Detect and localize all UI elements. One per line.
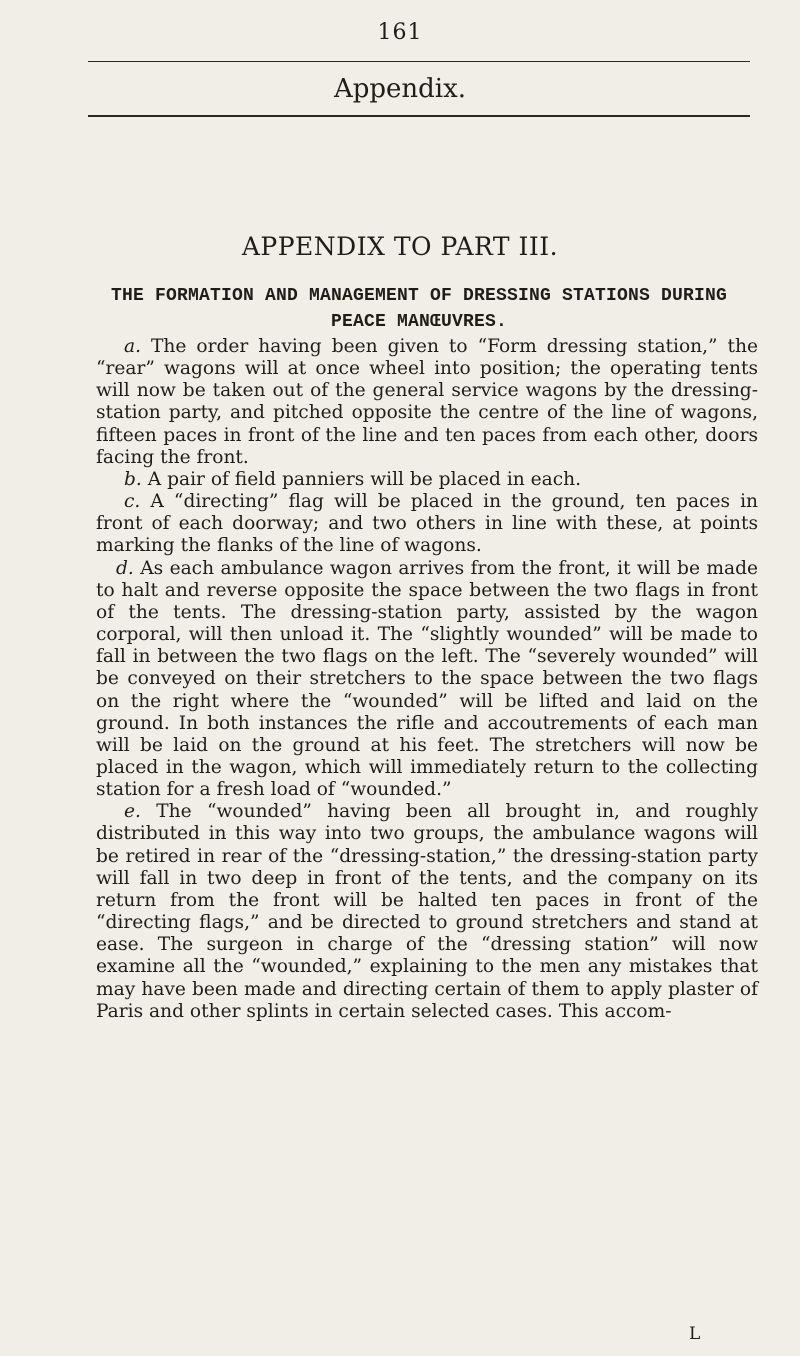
paragraph-text: The “wounded” having been all brought in, and roughly distributed in this way into two groups, the ambulance wagons will be retired in rear of the “dressing-station,” the dressing-station party will fall in two deep in front of the tents, and the company on its return from the front will be halted ten paces in front of the “directing flags,” and be directed to ground stretchers and stand at ease. The surgeon in charge of the “dressing station” will now examine all the “wounded,” explaining to the men any mistakes that may have been made and directing certain of them to apply plaster of Paris and other splints in certain selected cases. This accom- — [96, 801, 758, 1022]
paragraph-b — [96, 469, 758, 491]
paragraph-label: c. — [124, 491, 141, 513]
paragraph-label: b. — [124, 468, 142, 490]
page-number: 161 — [377, 20, 423, 45]
paragraph-d — [96, 558, 758, 802]
header-rule-top — [88, 61, 750, 62]
paragraph-text: As each ambulance wagon arrives from the front, it will be made to halt and reverse opposite the space between the two flags in front of the tents. The dressing-station party, assisted by the wagon corporal, will then unload it. The “slightly wounded” will be made to fall in between the two flags on the left. The “severely wounded” will be conveyed on their stretchers to the space between the two flags on the right where the “wounded” will be lifted and laid on the ground. In both instances the rifle and accoutrements of each man will be laid on the ground at his feet. The stretchers will now be placed in the wagon, which will immediately return to the collecting station for a fresh load of “wounded.” — [96, 557, 758, 801]
paragraph-label: a. — [124, 336, 141, 357]
body-text — [96, 336, 758, 1023]
paragraph-text: The order having been given to “Form dressing station,” the “rear” wagons will at once wheel into position; the operating tents will now be taken out of the general service wagons by the dressing-station party, and pitched opposite the centre of the line of wagons, fifteen paces in front of the line and ten paces from each other, doors facing the front. — [96, 336, 758, 468]
paragraph-e — [96, 801, 758, 1023]
header-rule-bottom — [88, 115, 750, 117]
paragraph-label: e. — [124, 801, 141, 823]
paragraph-c — [96, 491, 758, 557]
running-head: Appendix. — [333, 74, 467, 104]
paragraph-a — [96, 336, 758, 469]
signature-mark: L — [689, 1324, 701, 1344]
paragraph-text: A “directing” flag will be placed in the ground, ten paces in front of each doorway; and two others in line with these, at points marking the flanks of the line of wagons. — [96, 491, 758, 557]
paragraph-label: d. — [116, 557, 134, 579]
section-subtitle: THE FORMATION AND MANAGEMENT OF DRESSING STATIONS DURING PEACE MANŒUVRES. — [110, 286, 728, 332]
appendix-title: APPENDIX TO PART III. — [241, 232, 559, 261]
paragraph-text: A pair of field panniers will be placed in each. — [147, 468, 582, 490]
